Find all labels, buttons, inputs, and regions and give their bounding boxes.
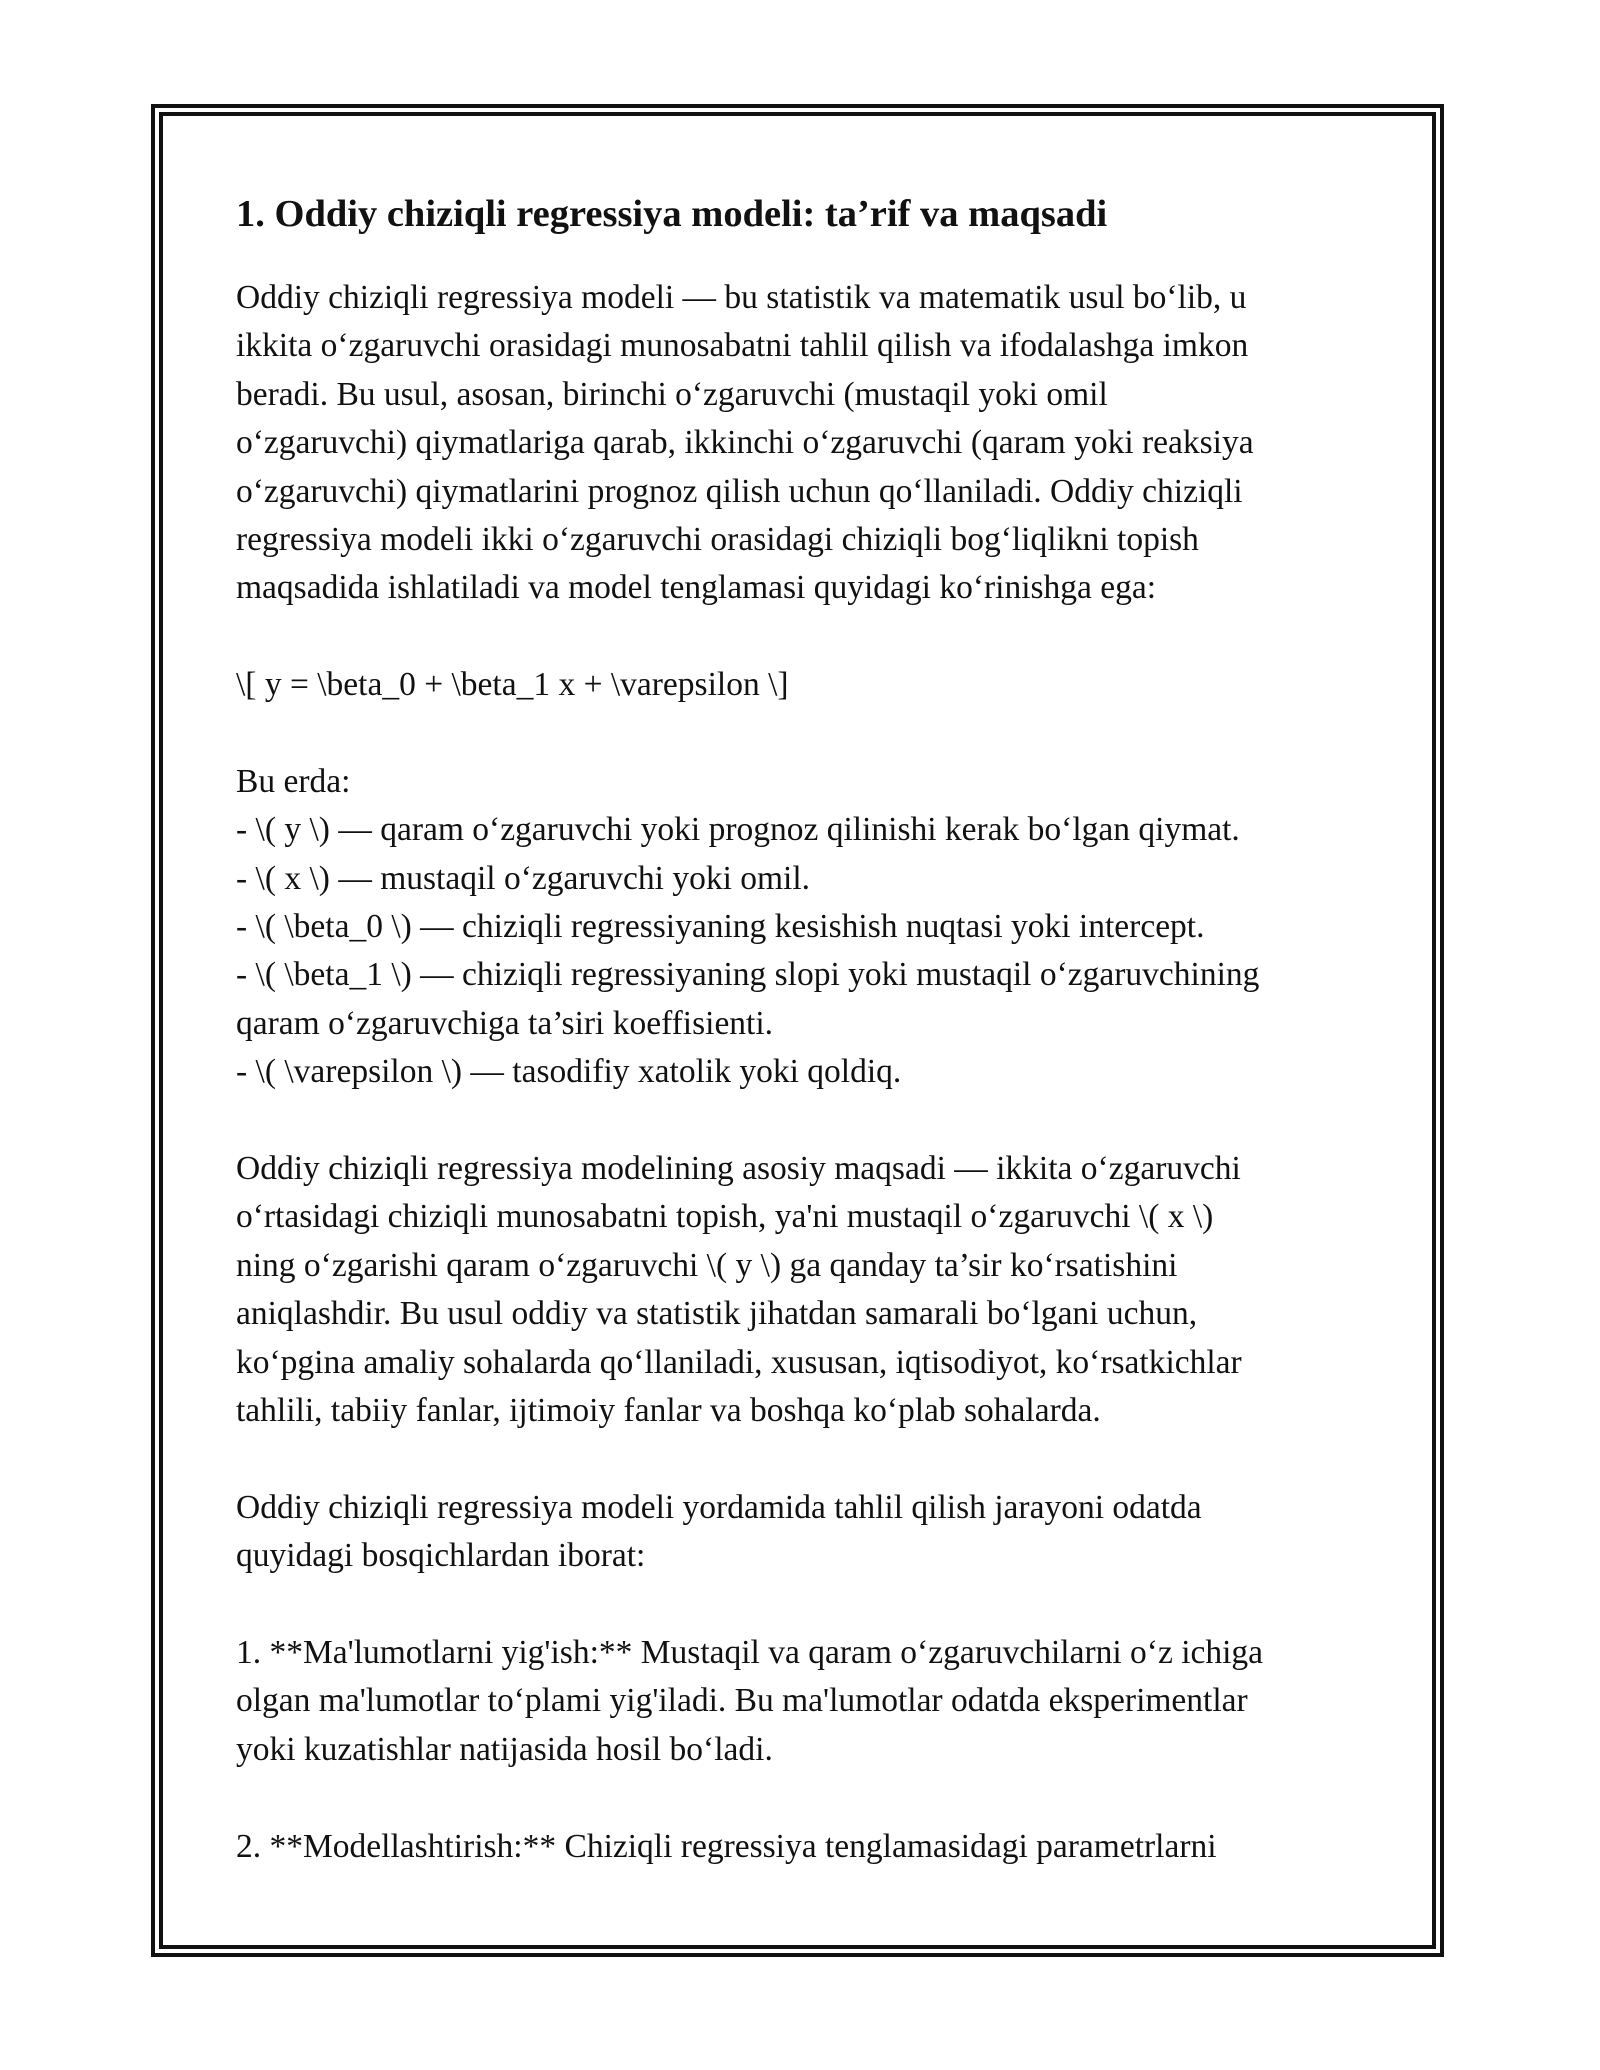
paragraph-line: ning o‘zgarishi qaram o‘zgaruvchi \( y \) ga qanday ta’sir ko‘rsatishini <box>236 1246 1178 1284</box>
model-equation: \[ y = \beta_0 + \beta_1 x + \varepsilon \] <box>236 666 789 704</box>
paragraph-line: ko‘pgina amaliy sohalarda qo‘llaniladi, xususan, iqtisodiyot, ko‘rsatkichlar <box>236 1343 1242 1381</box>
spacer <box>236 613 1386 661</box>
definition-item: - \( y \) — qaram o‘zgaruvchi yoki prognoz qilinishi kerak bo‘lgan qiymat. <box>236 811 1240 849</box>
document-body <box>236 184 1386 1871</box>
paragraph-line: Oddiy chiziqli regressiya modelining asosiy maqsadi — ikkita o‘zgaruvchi <box>236 1150 1241 1188</box>
definition-item-continued: qaram o‘zgaruvchiga ta’siri koeffisienti. <box>236 1004 774 1042</box>
intro-paragraph <box>236 274 1386 613</box>
purpose-paragraph <box>236 1145 1386 1435</box>
step-line: olgan ma'lumotlar to‘plami yig'iladi. Bu ma'lumotlar odatda eksperimentlar <box>236 1682 1248 1720</box>
spacer <box>236 710 1386 758</box>
definition-item: - \( \beta_0 \) — chiziqli regressiyaning kesishish nuqtasi yoki intercept. <box>236 908 1205 946</box>
paragraph-line: o‘zgaruvchi) qiymatlariga qarab, ikkinchi o‘zgaruvchi (qaram yoki reaksiya <box>236 424 1254 462</box>
definition-item: - \( \varepsilon \) — tasodifiy xatolik yoki qoldiq. <box>236 1053 902 1091</box>
section-heading: 1. Oddiy chiziqli regressiya modeli: ta’rif va maqsadi <box>236 193 1108 235</box>
variable-definitions <box>236 758 1386 1097</box>
process-intro-paragraph <box>236 1484 1386 1581</box>
paragraph-line: quyidagi bosqichlardan iborat: <box>236 1537 646 1575</box>
paragraph-line: tahlili, tabiiy fanlar, ijtimoiy fanlar va boshqa ko‘plab sohalarda. <box>236 1391 1101 1429</box>
paragraph-line: ikkita o‘zgaruvchi orasidagi munosabatni tahlil qilish va ifodalashga imkon <box>236 327 1249 365</box>
paragraph-line: regressiya modeli ikki o‘zgaruvchi orasidagi chiziqli bog‘liqlikni topish <box>236 520 1199 558</box>
spacer <box>236 1774 1386 1822</box>
paragraph-line: beradi. Bu usul, asosan, birinchi o‘zgaruvchi (mustaqil yoki omil <box>236 375 1108 413</box>
step-line: 2. **Modellashtirish:** Chiziqli regressiya tenglamasidagi parametrlarni <box>236 1827 1217 1865</box>
paragraph-line: Oddiy chiziqli regressiya modeli — bu statistik va matematik usul bo‘lib, u <box>236 279 1247 316</box>
step-item-2 <box>236 1823 1386 1871</box>
paragraph-line: Oddiy chiziqli regressiya modeli yordamida tahlil qilish jarayoni odatda <box>236 1488 1202 1526</box>
paragraph-line: aniqlashdir. Bu usul oddiy va statistik jihatdan samarali bo‘lgani uchun, <box>236 1295 1198 1333</box>
step-line: yoki kuzatishlar natijasida hosil bo‘ladi. <box>236 1730 773 1768</box>
paragraph-line: o‘zgaruvchi) qiymatlarini prognoz qilish uchun qo‘llaniladi. Oddiy chiziqli <box>236 472 1243 510</box>
step-line: 1. **Ma'lumotlarni yig'ish:** Mustaqil va qaram o‘zgaruvchilarni o‘z ichiga <box>236 1633 1264 1671</box>
paragraph-line: o‘rtasidagi chiziqli munosabatni topish, ya'ni mustaqil o‘zgaruvchi \( x \) <box>236 1198 1214 1236</box>
paragraph-line: maqsadida ishlatiladi va model tenglamasi quyidagi ko‘rinishga ega: <box>236 569 1157 607</box>
definition-item: - \( \beta_1 \) — chiziqli regressiyaning slopi yoki mustaqil o‘zgaruvchining <box>236 956 1260 994</box>
definitions-intro: Bu erda: <box>236 762 351 800</box>
spacer <box>236 1097 1386 1145</box>
spacer <box>236 1435 1386 1483</box>
definition-item: - \( x \) — mustaqil o‘zgaruvchi yoki omil. <box>236 859 811 897</box>
step-item-1 <box>236 1629 1386 1774</box>
spacer <box>236 1581 1386 1629</box>
